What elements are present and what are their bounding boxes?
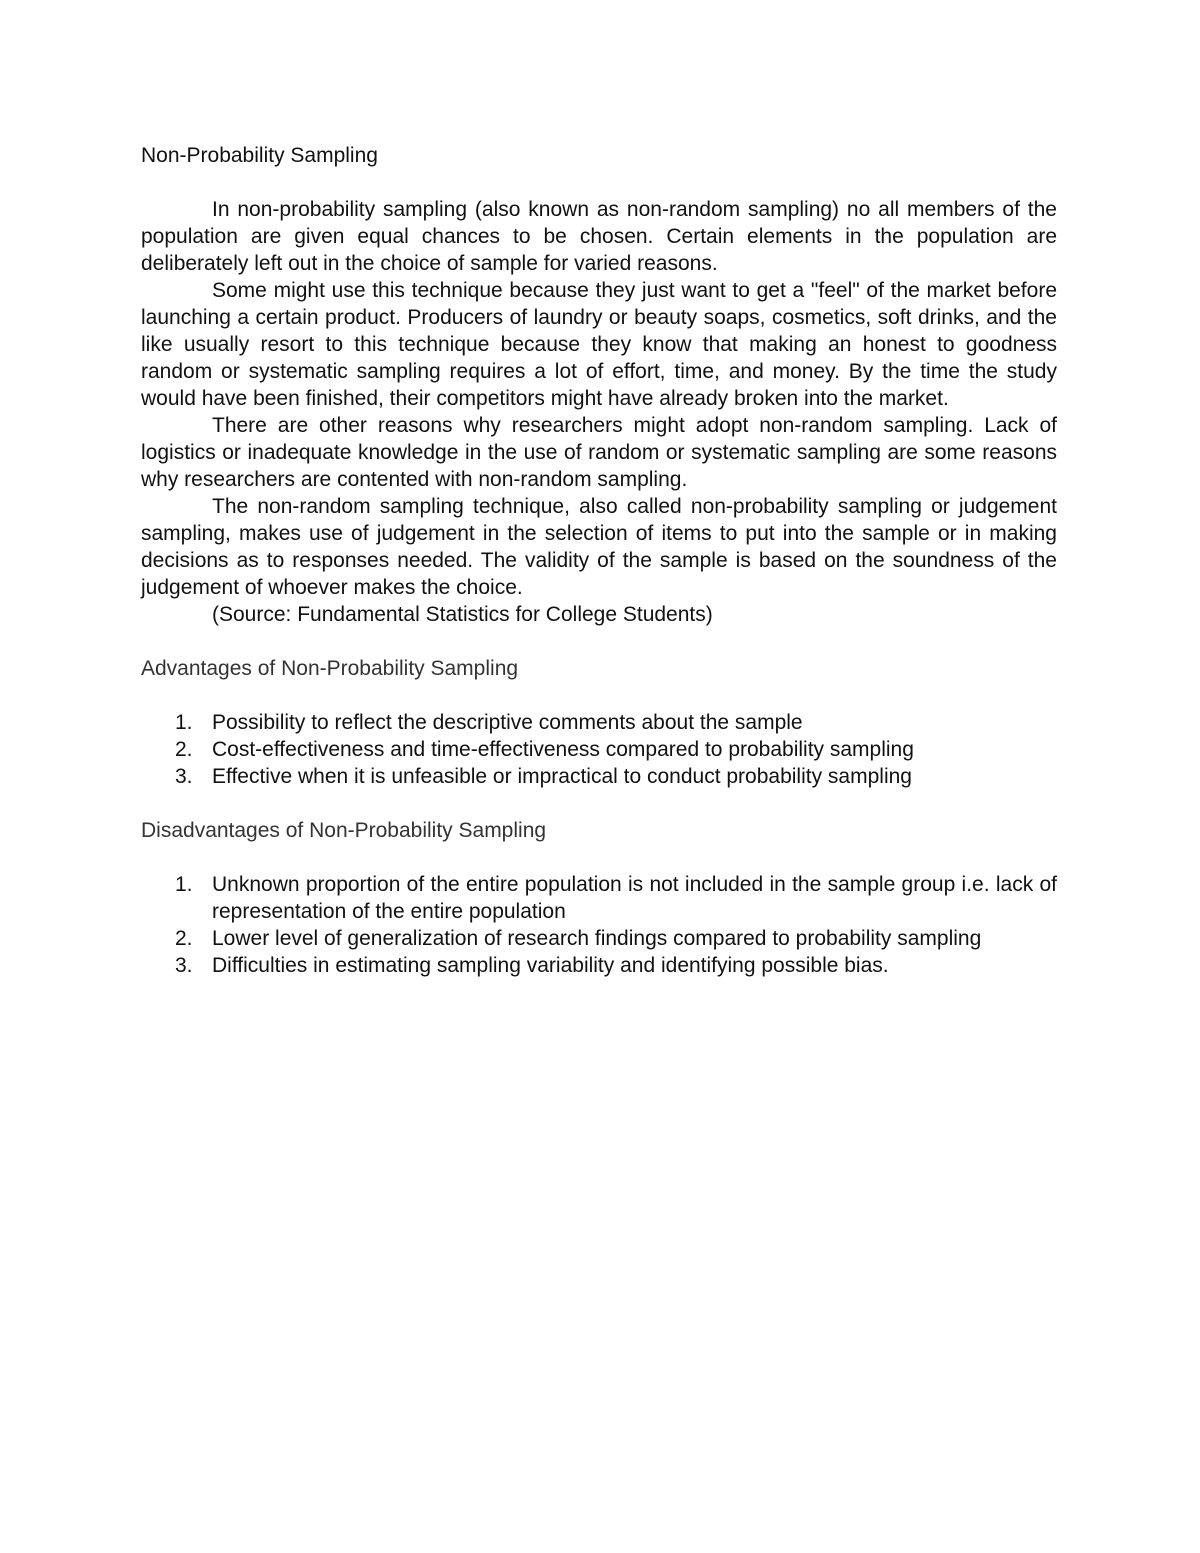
list-item-text: Possibility to reflect the descriptive comments about the sample xyxy=(212,711,803,734)
list-item xyxy=(141,871,1057,925)
advantages-list xyxy=(141,709,1057,790)
paragraph: Some might use this technique because they just want to get a "feel" of the market before launching a certain product. Producers of laundry or beauty soaps, cosmetics, soft drinks, and the like usually resort to this technique because they know that making an honest to goodness random or systematic sampling requires a lot of effort, time, and money. By the time the study would have been finished, their competitors might have already broken into the market. xyxy=(141,279,1057,410)
list-item xyxy=(141,952,1057,979)
list-item xyxy=(141,925,1057,952)
disadvantages-heading: Disadvantages of Non-Probability Sampling xyxy=(141,819,547,842)
list-item xyxy=(141,736,1057,763)
document-title: Non-Probability Sampling xyxy=(141,144,378,167)
paragraph: In non-probability sampling (also known as non-random sampling) no all members of the population are given equal chances to be chosen. Certain elements in the population are deliberately left out in the choice of sample for varied reasons. xyxy=(141,198,1057,275)
list-item xyxy=(141,763,1057,790)
list-item-text: Difficulties in estimating sampling variability and identifying possible bias. xyxy=(212,954,889,977)
disadvantages-list xyxy=(141,871,1057,979)
list-item-text: Lower level of generalization of research findings compared to probability sampling xyxy=(212,927,982,950)
source-citation: (Source: Fundamental Statistics for College Students) xyxy=(212,603,713,626)
list-number: 3. xyxy=(175,765,193,788)
list-number: 3. xyxy=(175,954,193,977)
paragraph: There are other reasons why researchers might adopt non-random sampling. Lack of logistics or inadequate knowledge in the use of random or systematic sampling are some reasons why researchers are contented with non-random sampling. xyxy=(141,414,1057,491)
list-number: 1. xyxy=(175,873,193,896)
list-item-text: Cost-effectiveness and time-effectiveness compared to probability sampling xyxy=(212,738,914,761)
list-number: 2. xyxy=(175,738,193,761)
paragraph: The non-random sampling technique, also called non-probability sampling or judgement sampling, makes use of judgement in the selection of items to put into the sample or in making decisions as to responses needed. The validity of the sample is based on the soundness of the judgement of whoever makes the choice. xyxy=(141,495,1057,599)
list-item-text: Effective when it is unfeasible or impractical to conduct probability sampling xyxy=(212,765,912,788)
document-body xyxy=(141,142,1057,979)
advantages-heading: Advantages of Non-Probability Sampling xyxy=(141,657,519,680)
list-item-text: Unknown proportion of the entire population is not included in the sample group i.e. lack of representation of the entire population xyxy=(212,873,1057,923)
list-item xyxy=(141,709,1057,736)
list-number: 1. xyxy=(175,711,193,734)
list-number: 2. xyxy=(175,927,193,950)
